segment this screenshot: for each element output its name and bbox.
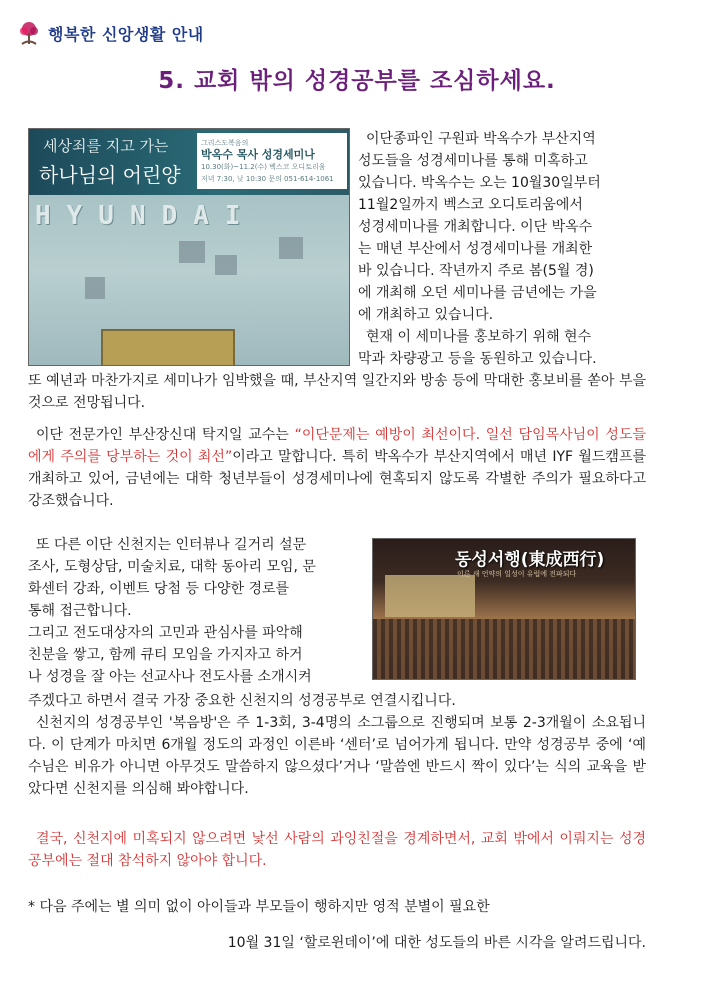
text-line: 화센터 강좌, 이벤트 당첨 등 다양한 경로를 xyxy=(28,581,290,597)
tree-icon xyxy=(18,21,40,45)
text-line: 주겠다고 하면서 결국 가장 중요한 신천지의 성경공부로 연결시킵니다. xyxy=(28,693,456,709)
mosaic-blur xyxy=(215,255,237,275)
text-line: 이단종파인 구원파 박옥수가 부산지역 xyxy=(366,131,596,147)
audience xyxy=(373,619,635,679)
photo2-subtitle: 이른 새 언약의 일성이 유럽에 전파되다 xyxy=(457,570,577,578)
paragraph-5: 신천지의 성경공부인 '복음방'은 주 1-3회, 3-4명의 소그룹으로 진행되며 보통 2-3개월이 소요됩니다. 이 단계가 마치면 6개월 정도의 과정인 이른바 ‘센터’로 넘어가게 됩니다. 만약 성경공부 중에 ‘예수님은 비유가 아니면 아무것도 말씀하지 않으셨다’거나 ‘말씀엔 반드시 짝이 있다’는 식의 교육을 받았다면 신천지를 의심해 봐야합니다. xyxy=(28,715,646,797)
seminar-hall-photo xyxy=(372,538,636,680)
text-line: 나 성경을 잘 아는 선교사나 전도사를 소개시켜 xyxy=(28,669,312,685)
text-line: 또 다른 이단 신천지는 인터뷰나 길거리 설문 xyxy=(36,537,307,553)
p3-pre: 이단 전문가인 부산장신대 탁지일 교수는 xyxy=(36,427,295,443)
mosaic-blur xyxy=(179,241,205,263)
conclusion-text: 결국, 신천지에 미혹되지 않으려면 낯선 사람의 과잉친절을 경계하면서, 교회 밖에서 이뤄지는 성경공부에는 절대 참석하지 않아야 합니다. xyxy=(28,831,646,869)
banner-left-line1: 세상죄를 지고 가는 xyxy=(43,137,169,155)
photo2-title: 동성서행(東成西行) xyxy=(455,550,605,570)
bus-advert-photo xyxy=(28,128,350,366)
text-line: 그리고 전도대상자의 고민과 관심사를 파악해 xyxy=(28,625,303,641)
paragraph-4 xyxy=(28,534,364,688)
banner-right-line4: 저녁 7:30, 낮 10:30 문의 051-614-1061 xyxy=(201,175,334,183)
text-line: 있습니다. 박옥수는 오는 10월30일부터 xyxy=(358,175,601,191)
header xyxy=(18,20,204,46)
paragraph-3-text xyxy=(28,424,646,512)
bus-brand-text: HYUNDAI xyxy=(35,201,257,231)
paragraph-3 xyxy=(28,424,646,512)
banner-right-line3: 10.30(화)~11.2(수) 벡스코 오디토리움 xyxy=(201,163,326,171)
banner-right-panel xyxy=(197,133,347,189)
mosaic-blur xyxy=(85,277,105,299)
text-line: 현재 이 세미나를 홍보하기 위해 현수 xyxy=(366,329,592,345)
text-line: 에 개최하고 있습니다. xyxy=(358,307,494,323)
main-title: 5. 교회 밖의 성경공부를 조심하세요. xyxy=(158,68,556,94)
text-line: 는 매년 부산에서 성경세미나를 개최한 xyxy=(358,241,593,257)
text-line: 친분을 쌓고, 함께 큐티 모임을 가지자고 하거 xyxy=(28,647,303,663)
mosaic-blur xyxy=(279,237,303,259)
license-plate-blurred xyxy=(101,329,235,366)
note-line2: 10월 31일 ‘할로윈데이’에 대한 성도들의 바른 시각을 알려드립니다. xyxy=(227,935,646,951)
header-title: 행복한 신앙생활 안내 xyxy=(48,24,204,44)
text-line: 11월2일까지 벡스코 오디토리움에서 xyxy=(358,197,583,213)
text-line: 통해 접근합니다. xyxy=(28,603,132,619)
text-line: 또 예년과 마찬가지로 세미나가 임박했을 때, 부산지역 일간지와 방송 등에 막대한 홍보비를 쏟아 부을 것으로 전망됩니다. xyxy=(28,373,646,411)
banner-right-line1: 그리스도복음의 xyxy=(201,139,249,147)
paragraph-1 xyxy=(358,128,646,370)
text-line: 바 있습니다. 작년까지 주로 봄(5월 경) xyxy=(358,263,594,279)
bus-banner xyxy=(29,129,349,195)
conclusion xyxy=(28,828,646,872)
text-line: 에 개최해 오던 세미나를 금년에는 가을 xyxy=(358,285,597,301)
banner-left-line2: 하나님의 어린양 xyxy=(39,163,181,187)
note-line1: * 다음 주에는 별 의미 없이 아이들과 부모들이 행하지만 영적 분별이 필요한 xyxy=(28,899,490,915)
stage xyxy=(385,575,475,617)
text-line: 조사, 도형상담, 미술치료, 대학 동아리 모임, 문 xyxy=(28,559,316,575)
text-line: 성도들을 성경세미나를 통해 미혹하고 xyxy=(358,153,588,169)
text-line: 막과 차량광고 등을 동원하고 있습니다. xyxy=(358,351,597,367)
p3-quote: “이단문제는 예방이 최선이다. 일선 담임목사님이 성도들에게 주의를 당부하는 것이 최선” xyxy=(28,427,646,465)
text-line: 성경세미나를 개최합니다. 이단 박옥수 xyxy=(358,219,593,235)
p3-post: 이라고 말합니다. 특히 박옥수가 부산지역에서 매년 IYF 월드캠프를 개최하고 있어, 금년에는 대학 청년부들이 성경세미나에 현혹되지 않도록 각별한 주의가 필요하다고 강조했습니다. xyxy=(28,449,646,509)
paragraph-4-end xyxy=(28,690,646,800)
paragraph-2 xyxy=(28,370,646,414)
banner-right-line2: 박옥수 목사 성경세미나 xyxy=(201,148,315,161)
